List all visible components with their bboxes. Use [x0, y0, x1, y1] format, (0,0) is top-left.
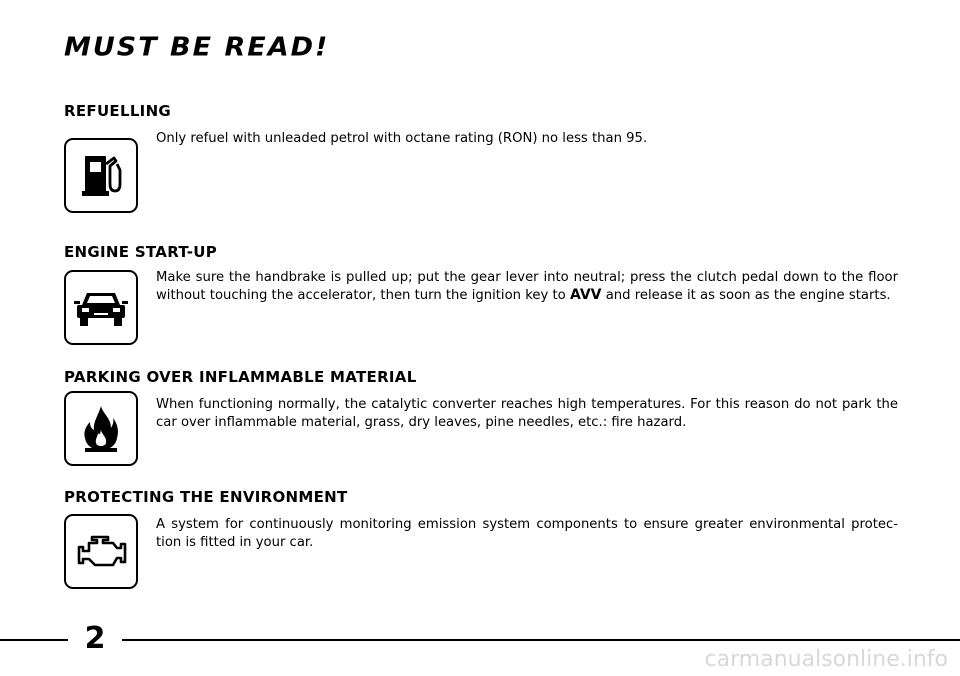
- page-title: MUST BE READ!: [64, 32, 330, 63]
- parking-text: When functioning normally, the catalytic converter reaches high temperatures. For this reason do not park the car over inflammable material, grass, dry leaves, pine needles, etc.: fire hazard.: [156, 397, 898, 430]
- page-number: 2: [84, 621, 106, 656]
- engine-start-icon-box: [64, 270, 138, 345]
- section-heading-environment: PROTECTING THE ENVIRONMENT: [64, 488, 348, 506]
- section-heading-engine-start-up: ENGINE START-UP: [64, 243, 217, 261]
- flame-icon: [81, 404, 121, 454]
- engine-start-up-text-part-2: and release it as soon as the engine starts.: [601, 287, 891, 303]
- parking-icon-box: [64, 391, 138, 466]
- section-heading-refuelling: REFUELLING: [64, 102, 172, 120]
- section-heading-parking: PARKING OVER INFLAMMABLE MATERIAL: [64, 368, 417, 386]
- fuel-pump-icon: [76, 150, 126, 202]
- footer-rule-left: [0, 639, 68, 641]
- engine-start-up-text-part-1: Make sure the handbrake is pulled up; put the gear lever into neutral; press the clutch pedal down to the floor without touching the accelerator, then turn the ignition key to: [156, 270, 898, 303]
- refuelling-text: Only refuel with unleaded petrol with octane rating (RON) no less than 95.: [156, 131, 648, 146]
- engine-start-up-text: [156, 269, 898, 304]
- footer-rule-right: [122, 639, 960, 641]
- engine-check-icon: [75, 533, 127, 571]
- ignition-key-position: AVV: [569, 286, 602, 303]
- refuelling-icon-box: [64, 138, 138, 213]
- environment-icon-box: [64, 514, 138, 589]
- watermark: carmanualsonline.info: [704, 647, 948, 672]
- car-front-icon: [74, 288, 128, 328]
- environment-text: A system for continuously monitoring emission system components to ensure greater environmental protec-tion is fitted in your car.: [156, 517, 898, 550]
